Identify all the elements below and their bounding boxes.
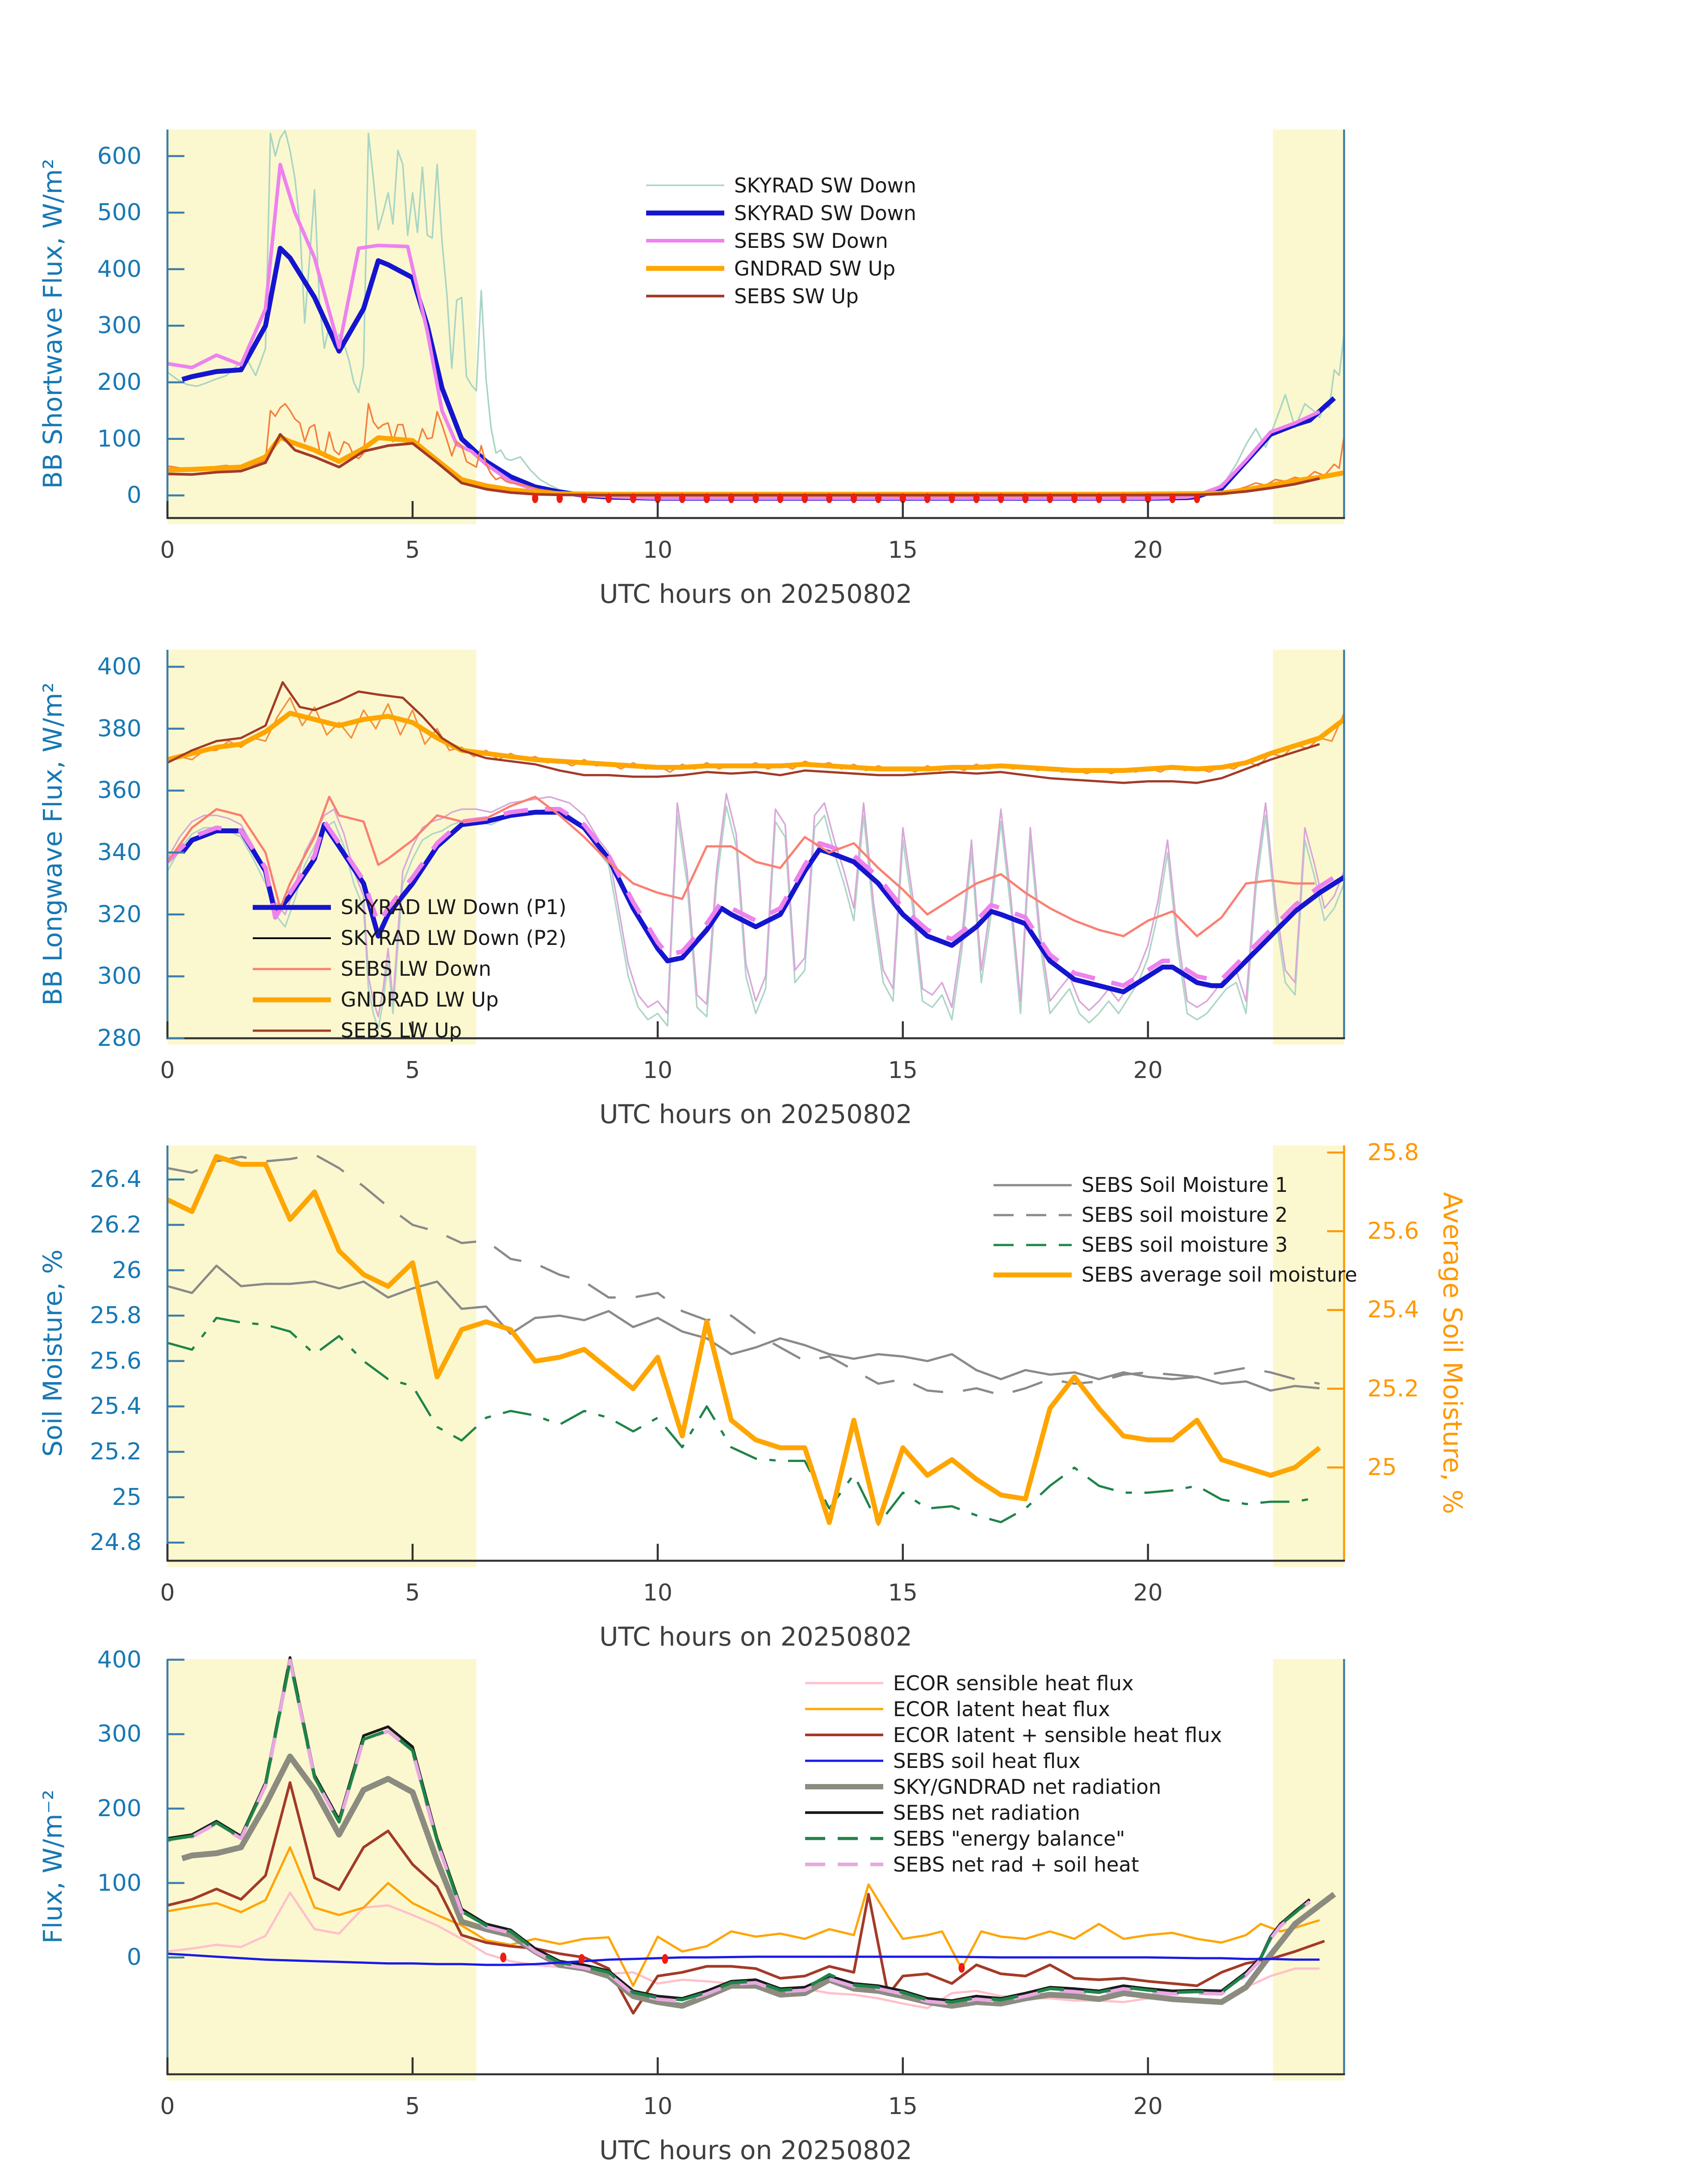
night-shading-band xyxy=(1273,1659,1344,2081)
x-tick-label: 10 xyxy=(643,1057,672,1084)
y-tick-label: 25 xyxy=(112,1483,142,1511)
x-tick-label: 20 xyxy=(1133,1579,1163,1606)
legend-line-swatch xyxy=(646,208,724,218)
flag-marker-dot xyxy=(500,1952,506,1962)
legend-line-swatch xyxy=(646,180,724,190)
legend-item-label: SEBS net rad + soil heat xyxy=(893,1852,1139,1876)
legend-item-label: SEBS net radiation xyxy=(893,1801,1081,1825)
y-tick-label: 100 xyxy=(97,1869,142,1897)
legend-item-label: SEBS "energy balance" xyxy=(893,1826,1125,1851)
legend-item xyxy=(253,984,567,1015)
legend-line-swatch xyxy=(646,236,724,246)
y-axis-label-shortwave: BB Shortwave Flux, W/m² xyxy=(38,159,68,489)
legend-item-label: GNDRAD SW Up xyxy=(734,256,896,280)
x-tick-label: 0 xyxy=(160,1057,175,1084)
y-tick-label: 400 xyxy=(97,1646,142,1673)
legend-item xyxy=(994,1200,1357,1230)
flag-marker-dot xyxy=(1047,493,1053,503)
legend-item xyxy=(253,1015,567,1046)
legend-item xyxy=(253,892,567,923)
legend-soil_moisture xyxy=(994,1170,1357,1290)
legend-flux xyxy=(805,1670,1222,1877)
legend-line-swatch xyxy=(994,1210,1072,1220)
legend-item xyxy=(253,953,567,984)
flag-marker-dot xyxy=(532,493,538,503)
x-tick-label: 10 xyxy=(643,537,672,564)
x-tick-label: 10 xyxy=(643,2093,672,2120)
legend-line-swatch xyxy=(805,1859,883,1869)
legend-shortwave xyxy=(646,171,916,310)
x-tick-label: 5 xyxy=(405,1057,420,1084)
flag-marker-dot xyxy=(704,493,710,503)
flag-marker-dot xyxy=(1022,493,1028,503)
x-tick-label: 20 xyxy=(1133,1057,1163,1084)
legend-line-swatch xyxy=(253,933,331,943)
flag-marker-dot xyxy=(753,493,759,503)
flag-marker-dot xyxy=(606,493,612,503)
x-tick-label: 20 xyxy=(1133,537,1163,564)
y-tick-label: 400 xyxy=(97,255,142,283)
y-axis-label-flux: Flux, W/m⁻² xyxy=(38,1789,68,1944)
legend-item xyxy=(805,1722,1222,1748)
x-tick-label: 10 xyxy=(643,1579,672,1606)
y-tick-label: 100 xyxy=(97,425,142,452)
legend-line-swatch xyxy=(805,1834,883,1843)
legend-item xyxy=(253,923,567,953)
x-tick-label: 0 xyxy=(160,1579,175,1606)
legend-line-swatch xyxy=(805,1782,883,1792)
flag-marker-dot xyxy=(851,493,857,503)
flag-marker-dot xyxy=(1194,493,1200,503)
y-tick-label: 600 xyxy=(97,142,142,170)
flag-marker-dot xyxy=(949,493,955,503)
legend-item xyxy=(805,1826,1222,1851)
x-tick-label: 5 xyxy=(405,537,420,564)
legend-line-swatch xyxy=(994,1240,1072,1250)
flag-marker-dot xyxy=(1096,493,1102,503)
flag-marker-dot xyxy=(1071,493,1077,503)
flag-marker-dot xyxy=(959,1963,965,1973)
legend-item xyxy=(805,1670,1222,1696)
flag-marker-dot xyxy=(556,493,563,503)
y-axis-label-longwave: BB Longwave Flux, W/m² xyxy=(38,682,68,1006)
legend-item-label: SEBS LW Up xyxy=(341,1019,462,1042)
legend-item-label: SKYRAD LW Down (P1) xyxy=(341,895,567,919)
x-axis-label-soil_moisture: UTC hours on 20250802 xyxy=(599,1621,912,1652)
y-tick-label: 26 xyxy=(112,1257,142,1284)
right-y-tick-label: 25.8 xyxy=(1367,1139,1419,1166)
y-tick-label: 200 xyxy=(97,1795,142,1822)
x-tick-label: 15 xyxy=(888,1057,918,1084)
y-tick-label: 0 xyxy=(126,482,142,509)
x-tick-label: 0 xyxy=(160,2093,175,2120)
legend-line-swatch xyxy=(805,1756,883,1766)
flag-marker-dot xyxy=(581,493,587,503)
y-tick-label: 400 xyxy=(97,653,142,681)
right-y-tick-label: 25.2 xyxy=(1367,1375,1419,1402)
flag-marker-dot xyxy=(679,493,685,503)
y-tick-label: 26.4 xyxy=(90,1166,142,1193)
legend-line-swatch xyxy=(805,1678,883,1688)
legend-item xyxy=(805,1774,1222,1800)
legend-item-label: SEBS SW Up xyxy=(734,284,859,308)
legend-longwave xyxy=(253,892,567,1046)
flag-marker-dot xyxy=(1120,493,1127,503)
legend-item-label: SKYRAD SW Down xyxy=(734,201,917,225)
legend-item-label: SEBS average soil moisture xyxy=(1082,1263,1357,1287)
flag-marker-dot xyxy=(973,493,980,503)
x-tick-label: 5 xyxy=(405,1579,420,1606)
y-tick-label: 280 xyxy=(97,1025,142,1052)
legend-line-swatch xyxy=(805,1730,883,1740)
y-tick-label: 200 xyxy=(97,369,142,396)
flag-marker-dot xyxy=(630,493,636,503)
legend-item xyxy=(646,199,916,227)
legend-item-label: ECOR sensible heat flux xyxy=(893,1671,1134,1695)
legend-item xyxy=(994,1170,1357,1200)
right-y-tick-label: 25 xyxy=(1367,1454,1397,1481)
x-tick-label: 15 xyxy=(888,2093,918,2120)
y-tick-label: 380 xyxy=(97,715,142,742)
y-tick-label: 300 xyxy=(97,963,142,990)
y-tick-label: 0 xyxy=(126,1944,142,1971)
legend-item-label: SKYRAD SW Down xyxy=(734,173,917,197)
y-tick-label: 320 xyxy=(97,901,142,928)
y-tick-label: 25.4 xyxy=(90,1393,142,1420)
legend-item xyxy=(805,1748,1222,1774)
right-y-tick-label: 25.6 xyxy=(1367,1218,1419,1245)
y-tick-label: 340 xyxy=(97,839,142,866)
right-y-axis-label-soil_moisture: Average Soil Moisture, % xyxy=(1437,1192,1468,1514)
legend-item xyxy=(805,1696,1222,1722)
y-tick-label: 300 xyxy=(97,1721,142,1748)
legend-item-label: ECOR latent + sensible heat flux xyxy=(893,1723,1222,1747)
legend-line-swatch xyxy=(253,995,331,1005)
legend-item xyxy=(646,255,916,282)
flag-marker-dot xyxy=(875,493,881,503)
x-tick-label: 5 xyxy=(405,2093,420,2120)
flag-marker-dot xyxy=(998,493,1004,503)
legend-line-swatch xyxy=(646,291,724,301)
legend-line-swatch xyxy=(253,1026,331,1036)
flag-marker-dot xyxy=(826,493,832,503)
x-axis-label-shortwave: UTC hours on 20250802 xyxy=(599,579,912,609)
legend-item-label: SKY/GNDRAD net radiation xyxy=(893,1775,1161,1799)
legend-item-label: SKYRAD LW Down (P2) xyxy=(341,926,567,950)
legend-item xyxy=(646,171,916,199)
y-tick-label: 24.8 xyxy=(90,1529,142,1556)
x-axis-label-longwave: UTC hours on 20250802 xyxy=(599,1099,912,1129)
y-tick-label: 300 xyxy=(97,312,142,339)
legend-item-label: SEBS soil heat flux xyxy=(893,1749,1081,1773)
legend-item-label: SEBS soil moisture 2 xyxy=(1082,1203,1288,1227)
legend-line-swatch xyxy=(253,964,331,974)
x-axis-label-flux: UTC hours on 20250802 xyxy=(599,2135,912,2165)
y-tick-label: 26.2 xyxy=(90,1211,142,1238)
legend-line-swatch xyxy=(253,903,331,912)
right-y-tick-label: 25.4 xyxy=(1367,1296,1419,1324)
flag-marker-dot xyxy=(1169,493,1176,503)
legend-line-swatch xyxy=(805,1704,883,1714)
x-tick-label: 0 xyxy=(160,537,175,564)
legend-item-label: SEBS LW Down xyxy=(341,957,492,981)
flag-marker-dot xyxy=(802,493,808,503)
y-tick-label: 25.6 xyxy=(90,1347,142,1375)
y-tick-label: 500 xyxy=(97,199,142,226)
legend-item-label: SEBS soil moisture 3 xyxy=(1082,1233,1288,1257)
flag-marker-dot xyxy=(579,1954,585,1964)
legend-item-label: SEBS SW Down xyxy=(734,229,888,253)
flag-marker-dot xyxy=(777,493,783,503)
x-tick-label: 15 xyxy=(888,537,918,564)
y-tick-label: 360 xyxy=(97,777,142,804)
legend-item xyxy=(805,1800,1222,1826)
legend-item-label: GNDRAD LW Up xyxy=(341,988,499,1011)
legend-line-swatch xyxy=(805,1808,883,1818)
flag-marker-dot xyxy=(728,493,735,503)
legend-item xyxy=(646,282,916,310)
legend-line-swatch xyxy=(646,263,724,273)
legend-line-swatch xyxy=(994,1270,1072,1280)
y-tick-label: 25.2 xyxy=(90,1438,142,1466)
flag-marker-dot xyxy=(924,493,931,503)
y-tick-label: 25.8 xyxy=(90,1302,142,1329)
legend-item-label: SEBS Soil Moisture 1 xyxy=(1082,1173,1288,1197)
night-shading-band xyxy=(1273,650,1344,1045)
night-shading-band xyxy=(167,1659,476,2081)
x-tick-label: 15 xyxy=(888,1579,918,1606)
legend-item xyxy=(646,227,916,255)
legend-item xyxy=(805,1851,1222,1877)
flag-marker-dot xyxy=(662,1954,668,1964)
x-tick-label: 20 xyxy=(1133,2093,1163,2120)
legend-item-label: ECOR latent heat flux xyxy=(893,1697,1110,1721)
legend-item xyxy=(994,1260,1357,1290)
legend-line-swatch xyxy=(994,1180,1072,1190)
y-axis-label-soil_moisture: Soil Moisture, % xyxy=(38,1249,68,1457)
legend-item xyxy=(994,1230,1357,1260)
